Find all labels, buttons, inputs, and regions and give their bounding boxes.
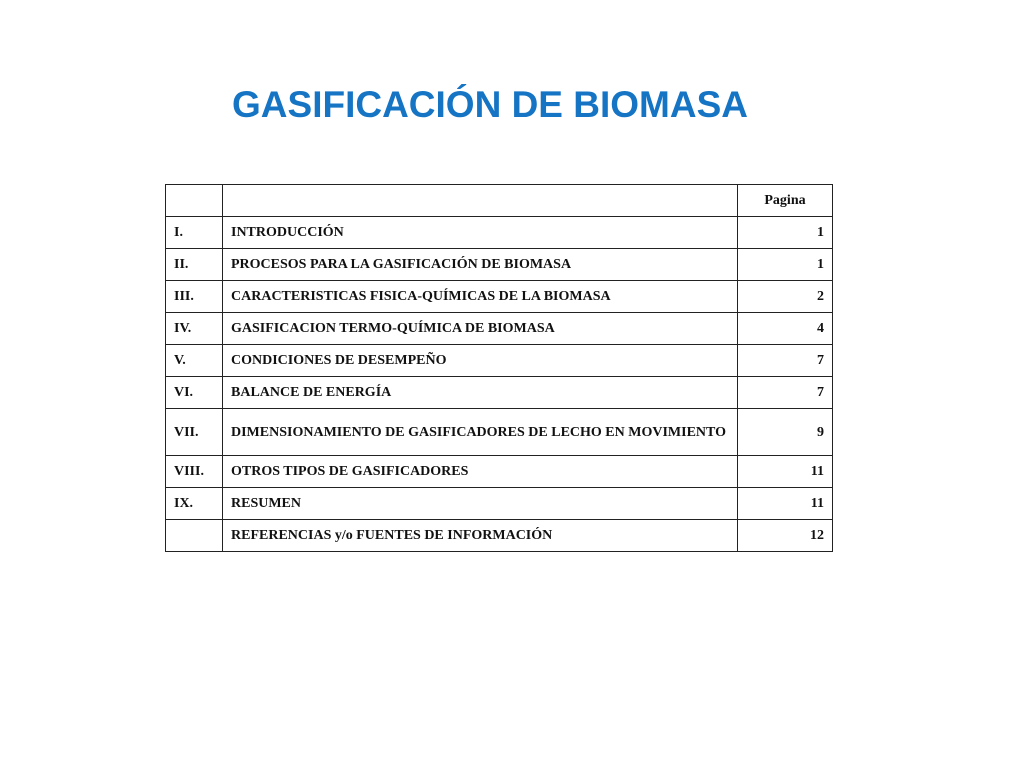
- table-row: [166, 345, 833, 377]
- section-page: 11: [738, 488, 833, 520]
- section-page: 7: [738, 377, 833, 409]
- table-header-row: [166, 185, 833, 217]
- section-number: I.: [166, 217, 223, 249]
- header-page-cell: Pagina: [738, 185, 833, 217]
- section-number: VII.: [166, 409, 223, 456]
- section-title: RESUMEN: [223, 488, 738, 520]
- section-page: 11: [738, 456, 833, 488]
- section-page: 1: [738, 217, 833, 249]
- header-num-cell: [166, 185, 223, 217]
- section-title: GASIFICACION TERMO-QUÍMICA DE BIOMASA: [223, 313, 738, 345]
- section-number: V.: [166, 345, 223, 377]
- section-number: [166, 520, 223, 552]
- table-row: [166, 409, 833, 456]
- table-row: [166, 377, 833, 409]
- section-page: 9: [738, 409, 833, 456]
- section-title: DIMENSIONAMIENTO DE GASIFICADORES DE LECHO EN MOVIMIENTO: [223, 409, 738, 456]
- table-row: [166, 456, 833, 488]
- header-title-cell: [223, 185, 738, 217]
- table-of-contents: [165, 184, 833, 552]
- section-page: 2: [738, 281, 833, 313]
- section-title: INTRODUCCIÓN: [223, 217, 738, 249]
- section-page: 1: [738, 249, 833, 281]
- section-title: CARACTERISTICAS FISICA-QUÍMICAS DE LA BIOMASA: [223, 281, 738, 313]
- section-number: IV.: [166, 313, 223, 345]
- section-number: IX.: [166, 488, 223, 520]
- section-title: BALANCE DE ENERGÍA: [223, 377, 738, 409]
- section-number: VIII.: [166, 456, 223, 488]
- section-title: CONDICIONES DE DESEMPEÑO: [223, 345, 738, 377]
- section-page: 7: [738, 345, 833, 377]
- page-title: GASIFICACIÓN DE BIOMASA: [232, 84, 748, 125]
- table-row: [166, 313, 833, 345]
- section-title: PROCESOS PARA LA GASIFICACIÓN DE BIOMASA: [223, 249, 738, 281]
- table-row: [166, 488, 833, 520]
- section-page: 12: [738, 520, 833, 552]
- section-number: III.: [166, 281, 223, 313]
- table-row: [166, 217, 833, 249]
- section-title: OTROS TIPOS DE GASIFICADORES: [223, 456, 738, 488]
- section-page: 4: [738, 313, 833, 345]
- table-row: [166, 520, 833, 552]
- section-number: VI.: [166, 377, 223, 409]
- table-row: [166, 281, 833, 313]
- section-number: II.: [166, 249, 223, 281]
- table-row: [166, 249, 833, 281]
- section-title: REFERENCIAS y/o FUENTES DE INFORMACIÓN: [223, 520, 738, 552]
